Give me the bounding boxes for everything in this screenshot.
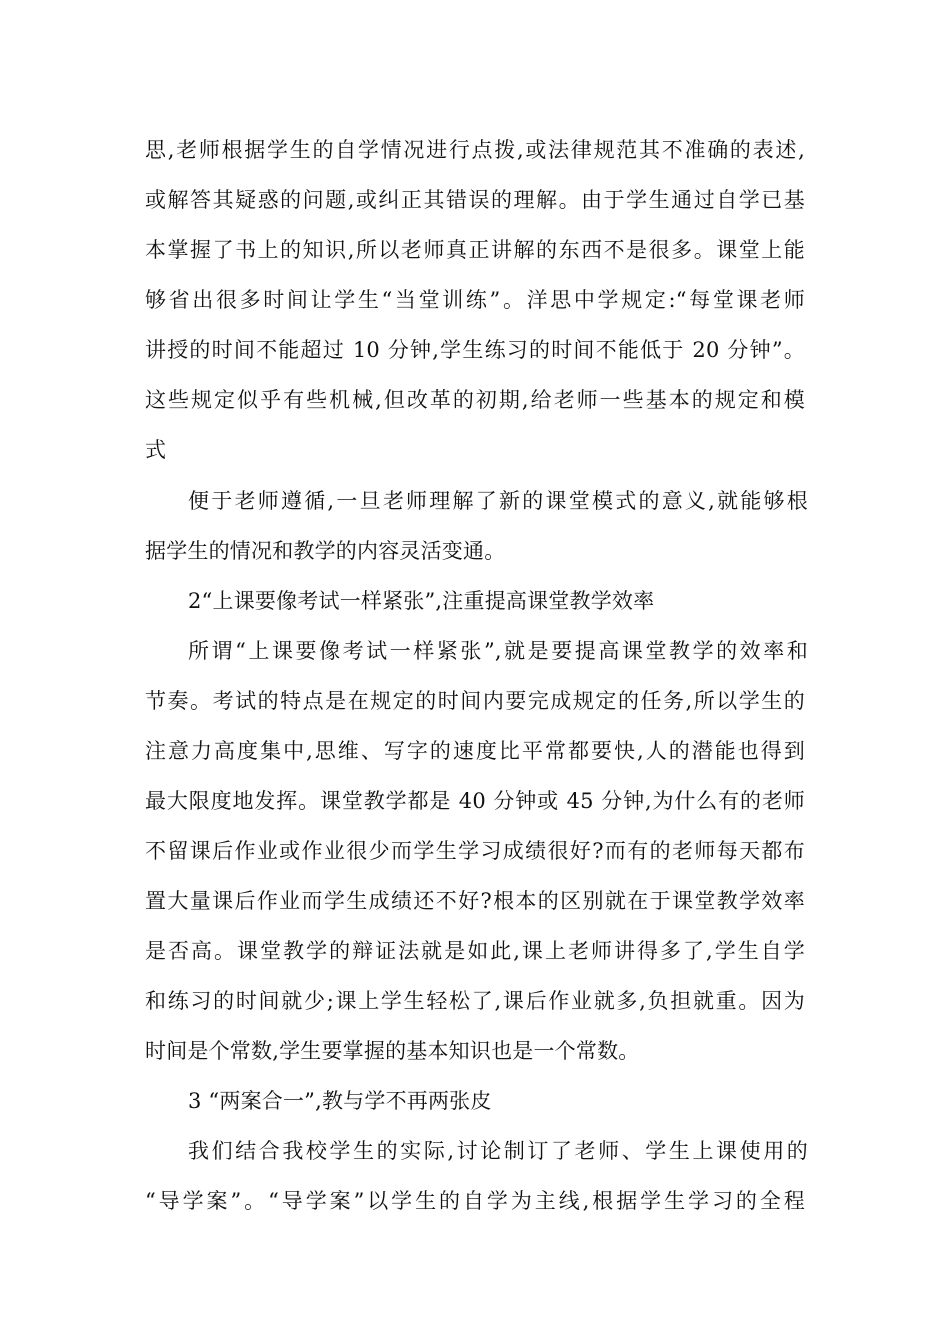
- text-line: 据学生的情况和教学的内容灵活变通。: [145, 539, 506, 563]
- text-line: 最大限度地发挥。课堂教学都是 40 分钟或 45 分钟,为什么有的老师: [145, 789, 805, 813]
- text-line: 不留课后作业或作业很少而学生学习成绩很好?而有的老师每天都布: [145, 839, 805, 863]
- paragraph-start-line: 我们结合我校学生的实际,讨论制订了老师、学生上课使用的: [188, 1139, 808, 1163]
- text-line: 和练习的时间就少;课上学生轻松了,课后作业就多,负担就重。因为: [145, 989, 805, 1013]
- text-line: 节奏。考试的特点是在规定的时间内要完成规定的任务,所以学生的: [145, 689, 805, 713]
- text-line: 够省出很多时间让学生“当堂训练”。洋思中学规定:“每堂课老师: [145, 288, 805, 312]
- section-heading: 2“上课要像考试一样紧张”,注重提高课堂教学效率: [188, 589, 655, 613]
- text-line: 或解答其疑惑的问题,或纠正其错误的理解。由于学生通过自学已基: [145, 188, 805, 212]
- text-line: 注意力高度集中,思维、写字的速度比平常都要快,人的潜能也得到: [145, 739, 805, 763]
- text-line: 式: [145, 438, 167, 462]
- text-line: “导学案”。“导学案”以学生的自学为主线,根据学生学习的全程: [145, 1189, 805, 1213]
- text-line: 置大量课后作业而学生成绩还不好?根本的区别就在于课堂教学效率: [145, 889, 805, 913]
- paragraph-start-line: 所谓“上课要像考试一样紧张”,就是要提高课堂教学的效率和: [188, 639, 808, 663]
- text-line: 时间是个常数,学生要掌握的基本知识也是一个常数。: [145, 1039, 640, 1063]
- text-line: 是否高。课堂教学的辩证法就是如此,课上老师讲得多了,学生自学: [145, 939, 805, 963]
- text-line: 本掌握了书上的知识,所以老师真正讲解的东西不是很多。课堂上能: [145, 238, 805, 262]
- text-line: 这些规定似乎有些机械,但改革的初期,给老师一些基本的规定和模: [145, 388, 805, 412]
- paragraph-start-line: 便于老师遵循,一旦老师理解了新的课堂模式的意义,就能够根: [188, 489, 808, 513]
- section-heading: 3 “两案合一”,教与学不再两张皮: [188, 1089, 492, 1113]
- text-line: 思,老师根据学生的自学情况进行点拨,或法律规范其不准确的表述,: [145, 138, 805, 162]
- text-line: 讲授的时间不能超过 10 分钟,学生练习的时间不能低于 20 分钟”。: [145, 338, 805, 362]
